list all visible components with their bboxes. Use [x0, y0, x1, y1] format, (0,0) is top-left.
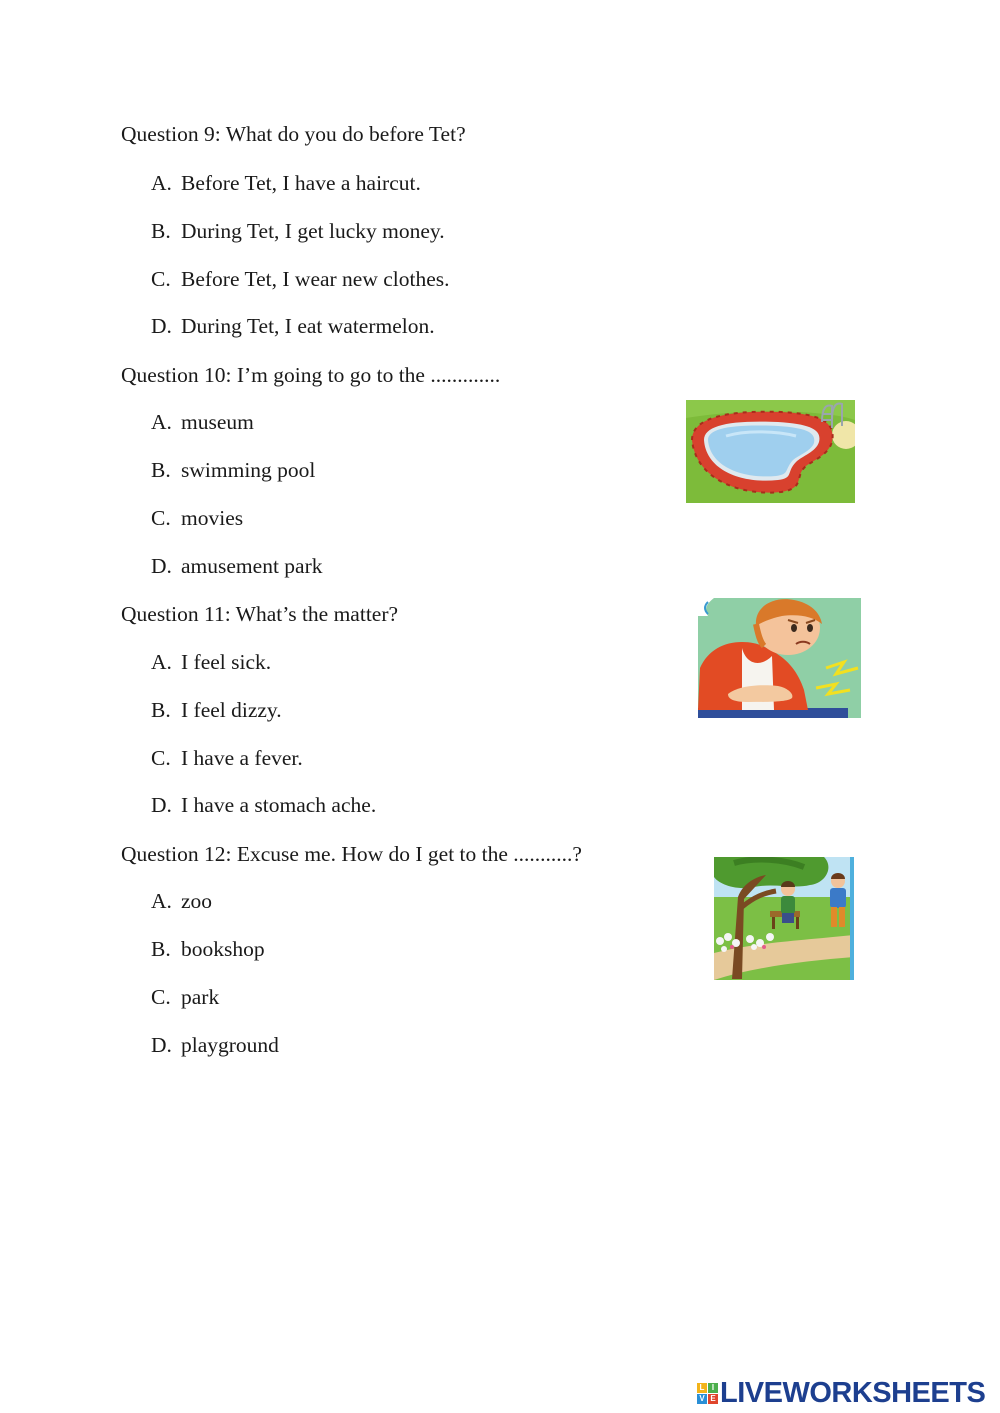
question-9-option-b[interactable]: B. During Tet, I get lucky money.: [151, 219, 445, 243]
question-12-option-d[interactable]: D. playground: [151, 1033, 279, 1057]
park-picture: [714, 857, 854, 980]
question-11-text: Question 11: What’s the matter?: [121, 602, 399, 626]
question-12-option-a[interactable]: A. zoo: [151, 889, 213, 913]
liveworksheets-branding: [697, 1378, 985, 1408]
question-10-option-c[interactable]: C. movies: [151, 506, 244, 530]
question-9-option-d[interactable]: D. During Tet, I eat watermelon.: [151, 314, 435, 338]
liveworksheets-logo-icon: L I V E: [697, 1383, 718, 1404]
question-9-option-c[interactable]: C. Before Tet, I wear new clothes.: [151, 267, 450, 291]
swimming-pool-picture: [686, 400, 855, 503]
question-11-option-a[interactable]: A. I feel sick.: [151, 650, 272, 674]
question-10-option-b[interactable]: B. swimming pool: [151, 458, 316, 482]
liveworksheets-wordmark: LIVEWORKSHEETS: [720, 1377, 986, 1409]
question-12-text: Question 12: Excuse me. How do I get to the ...........?: [121, 842, 582, 866]
question-12-option-b[interactable]: B. bookshop: [151, 937, 265, 961]
question-11-option-d[interactable]: D. I have a stomach ache.: [151, 793, 377, 817]
question-12-option-c[interactable]: C. park: [151, 985, 220, 1009]
question-10-option-d[interactable]: D. amusement park: [151, 554, 323, 578]
question-11-option-c[interactable]: C. I have a fever.: [151, 746, 303, 770]
boy-stomach-ache-picture: [698, 598, 861, 718]
question-10-text: Question 10: I’m going to go to the .............: [121, 363, 501, 387]
question-10-option-a[interactable]: A. museum: [151, 410, 254, 434]
question-11-option-b[interactable]: B. I feel dizzy.: [151, 698, 282, 722]
question-9-text: Question 9: What do you do before Tet?: [121, 122, 466, 146]
question-9-option-a[interactable]: A. Before Tet, I have a haircut.: [151, 171, 421, 195]
